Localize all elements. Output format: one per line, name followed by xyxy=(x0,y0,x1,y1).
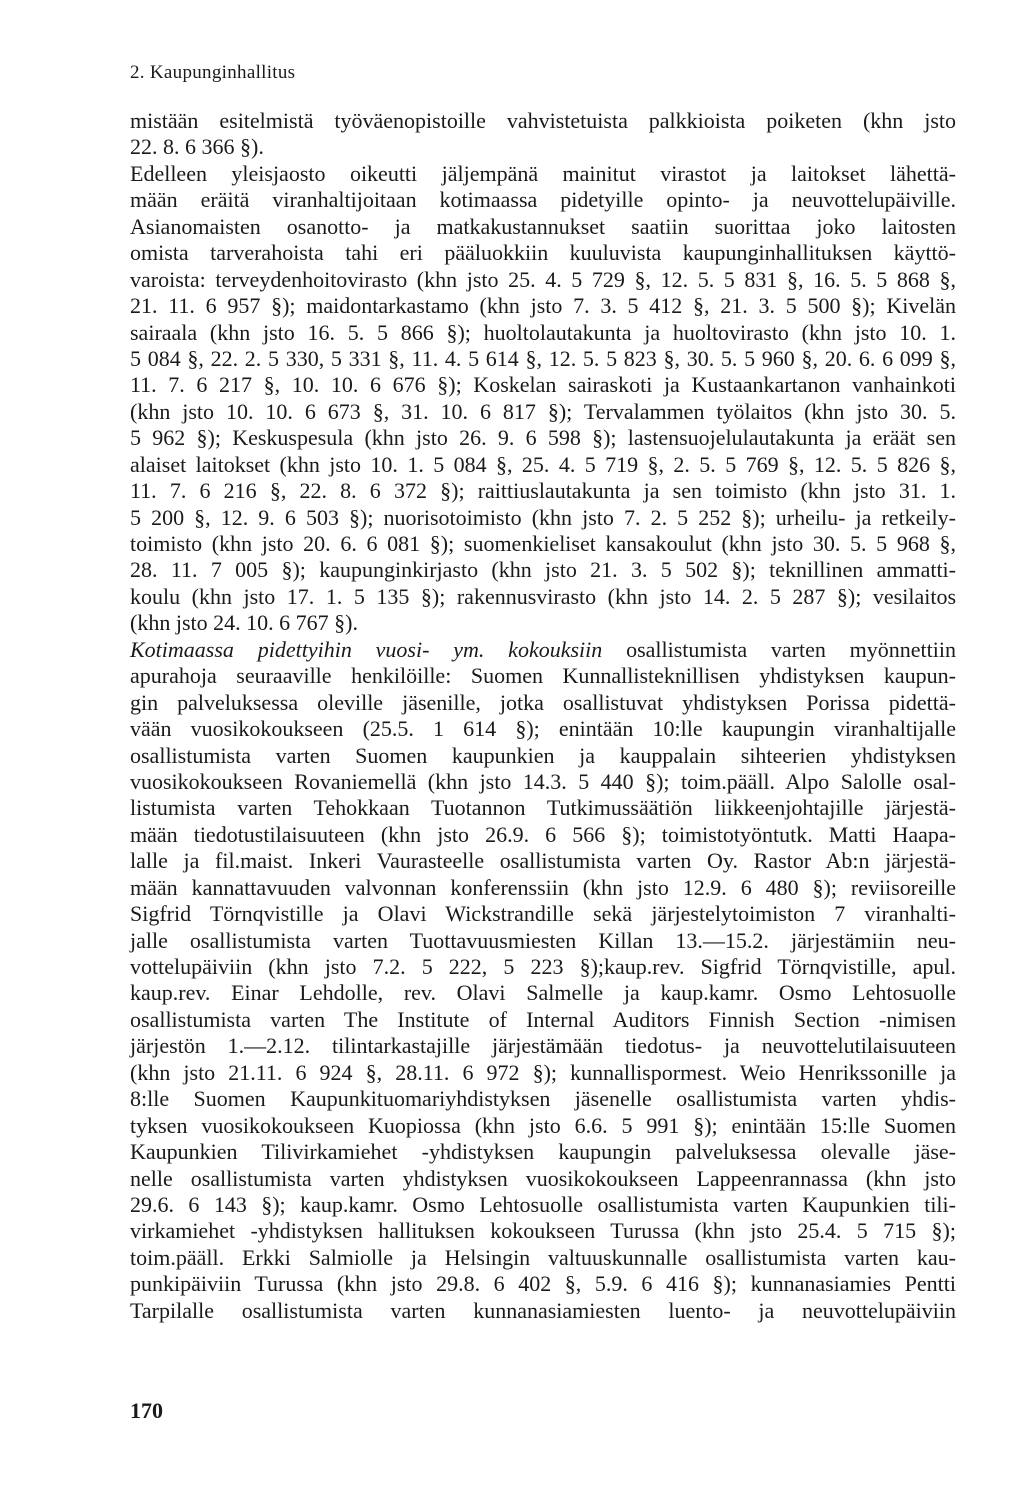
text-line: vottelupäiviin (khn jsto 7.2. 5 222, 5 223 §);kaup.rev. Sigfrid Törnqvistille, apul. xyxy=(130,954,956,979)
text-line: 5 200 §, 12. 9. 6 503 §); nuorisotoimisto (khn jsto 7. 2. 5 252 §); urheilu- ja retkeily- xyxy=(130,504,956,530)
text-line: tyksen vuosikokoukseen Kuopiossa (khn jsto 6.6. 5 991 §); enintään 15:lle Suomen xyxy=(130,1112,956,1138)
text-line: kaup.rev. Einar Lehdolle, rev. Olavi Salmelle ja kaup.kamr. Osmo Lehtosuolle xyxy=(130,980,956,1006)
text-line: listumista varten Tehokkaan Tuotannon Tutkimussäätiön liikkeenjohtajille järjestä- xyxy=(130,795,956,821)
text-line: nelle osallistumista varten yhdistyksen vuosikokoukseen Lappeenrannassa (khn jsto xyxy=(130,1165,956,1191)
text-line: (khn jsto 10. 10. 6 673 §, 31. 10. 6 817 §); Tervalammen työlaitos (khn jsto 30. 5. xyxy=(130,398,956,424)
text-line: Sigfrid Törnqvistille ja Olavi Wickstrandille sekä järjestelytoimiston 7 viranhalti- xyxy=(130,901,956,927)
text-line: 11. 7. 6 216 §, 22. 8. 6 372 §); raittiuslautakunta ja sen toimisto (khn jsto 31. 1. xyxy=(130,478,956,504)
text-line: virkamiehet -yhdistyksen hallituksen kokoukseen Turussa (khn jsto 25.4. 5 715 §); xyxy=(130,1218,956,1244)
text-line: mään eräitä viranhaltijoitaan kotimaassa pidetyille opinto- ja neuvottelupäiville. xyxy=(130,187,956,213)
text-line: 11. 7. 6 217 §, 10. 10. 6 676 §); Koskelan sairaskoti ja Kustaankartanon vanhainkoti xyxy=(130,372,956,398)
text-line: mään tiedotustilaisuuteen (khn jsto 26.9. 6 566 §); toimistotyöntutk. Matti Haapa- xyxy=(130,821,956,847)
text-line: gin palveluksessa oleville jäsenille, jotka osallistuvat yhdistyksen Porissa pidettä- xyxy=(130,689,956,715)
text-line: Tarpilalle osallistumista varten kunnanasiamiesten luento- ja neuvottelupäiviin xyxy=(130,1297,956,1323)
text-line: vuosikokoukseen Rovaniemellä (khn jsto 14.3. 5 440 §); toim.pääll. Alpo Salolle osal- xyxy=(130,768,956,794)
text-line: apurahoja seuraaville henkilöille: Suomen Kunnallisteknillisen yhdistyksen kaupun- xyxy=(130,663,956,689)
text-line: lalle ja fil.maist. Inkeri Vaurasteelle osallistumista varten Oy. Rastor Ab:n järjestä- xyxy=(130,848,956,874)
text-line: (khn jsto 24. 10. 6 767 §). xyxy=(130,610,358,636)
text-line: varoista: terveydenhoitovirasto (khn jsto 25. 4. 5 729 §, 12. 5. 5 831 §, 16. 5. 5 868 §, xyxy=(130,266,956,292)
italic-heading: Kotimaassa pidettyihin vuosi- ym. kokouksiin xyxy=(130,636,603,662)
text-line: Asianomaisten osanotto- ja matkakustannukset saatiin suorittaa joko laitosten xyxy=(130,213,956,239)
text-line: 22. 8. 6 366 §). xyxy=(130,134,264,160)
text-line: alaiset laitokset (khn jsto 10. 1. 5 084 §, 25. 4. 5 719 §, 2. 5. 5 769 §, 12. 5. 5 826 §, xyxy=(130,451,956,477)
text-line: toim.pääll. Erkki Salmiolle ja Helsingin valtuuskunnalle osallistumista varten kau- xyxy=(130,1244,956,1270)
text-line: Kaupunkien Tilivirkamiehet -yhdistyksen kaupungin palveluksessa olevalle jäse- xyxy=(130,1139,956,1165)
text-line: 5 084 §, 22. 2. 5 330, 5 331 §, 11. 4. 5 614 §, 12. 5. 5 823 §, 30. 5. 5 960 §, 20. 6. 6 099 §, xyxy=(130,345,956,371)
text-line: koulu (khn jsto 17. 1. 5 135 §); rakennusvirasto (khn jsto 14. 2. 5 287 §); vesilaitos xyxy=(130,583,956,609)
italic-heading-continuation: osallistumista varten myönnettiin xyxy=(602,636,957,662)
text-line: 21. 11. 6 957 §); maidontarkastamo (khn jsto 7. 3. 5 412 §, 21. 3. 5 500 §); Kivelän xyxy=(130,293,956,319)
running-header: 2. Kaupunginhallitus xyxy=(130,62,296,83)
text-line: mistään esitelmistä työväenopistoille vahvistetuista palkkioista poiketen (khn jsto xyxy=(130,108,956,133)
text-line: Edelleen yleisjaosto oikeutti jäljempänä mainitut virastot ja laitokset lähettä- xyxy=(130,160,956,186)
text-line: omista tarverahoista tahi eri pääluokkiin kuuluvista kaupunginhallituksen käyttö- xyxy=(130,240,956,266)
text-line: jalle osallistumista varten Tuottavuusmiesten Killan 13.—15.2. järjestämiin neu- xyxy=(130,927,956,953)
text-line-italic-heading xyxy=(130,637,956,663)
text-line: mään kannattavuuden valvonnan konferenssiin (khn jsto 12.9. 6 480 §); reviisoreille xyxy=(130,874,956,900)
body-text xyxy=(130,108,956,1324)
text-line: (khn jsto 21.11. 6 924 §, 28.11. 6 972 §); kunnallispormest. Weio Henrikssonille ja xyxy=(130,1059,956,1085)
text-line: 5 962 §); Keskuspesula (khn jsto 26. 9. 6 598 §); lastensuojelulautakunta ja eräät sen xyxy=(130,425,956,451)
text-line: 28. 11. 7 005 §); kaupunginkirjasto (khn jsto 21. 3. 5 502 §); teknillinen ammatti- xyxy=(130,557,956,583)
text-line: toimisto (khn jsto 20. 6. 6 081 §); suomenkieliset kansakoulut (khn jsto 30. 5. 5 968 §, xyxy=(130,531,956,556)
text-line: punkipäiviin Turussa (khn jsto 29.8. 6 402 §, 5.9. 6 416 §); kunnanasiamies Pentti xyxy=(130,1271,956,1297)
text-line: 8:lle Suomen Kaupunkituomariyhdistyksen jäsenelle osallistumista varten yhdis- xyxy=(130,1086,956,1112)
text-line: järjestön 1.—2.12. tilintarkastajille järjestämään tiedotus- ja neuvottelutilaisuuteen xyxy=(130,1033,956,1059)
text-line: 29.6. 6 143 §); kaup.kamr. Osmo Lehtosuolle osallistumista varten Kaupunkien tili- xyxy=(130,1191,956,1217)
text-line: osallistumista varten The Institute of Internal Auditors Finnish Section -nimisen xyxy=(130,1006,956,1032)
text-line: sairaala (khn jsto 16. 5. 5 866 §); huoltolautakunta ja huoltovirasto (khn jsto 10. 1. xyxy=(130,319,956,345)
text-line: vään vuosikokoukseen (25.5. 1 614 §); enintään 10:lle kaupungin viranhaltijalle xyxy=(130,716,956,742)
text-line: osallistumista varten Suomen kaupunkien ja kauppalain sihteerien yhdistyksen xyxy=(130,742,956,768)
page-number: 170 xyxy=(130,1398,163,1423)
